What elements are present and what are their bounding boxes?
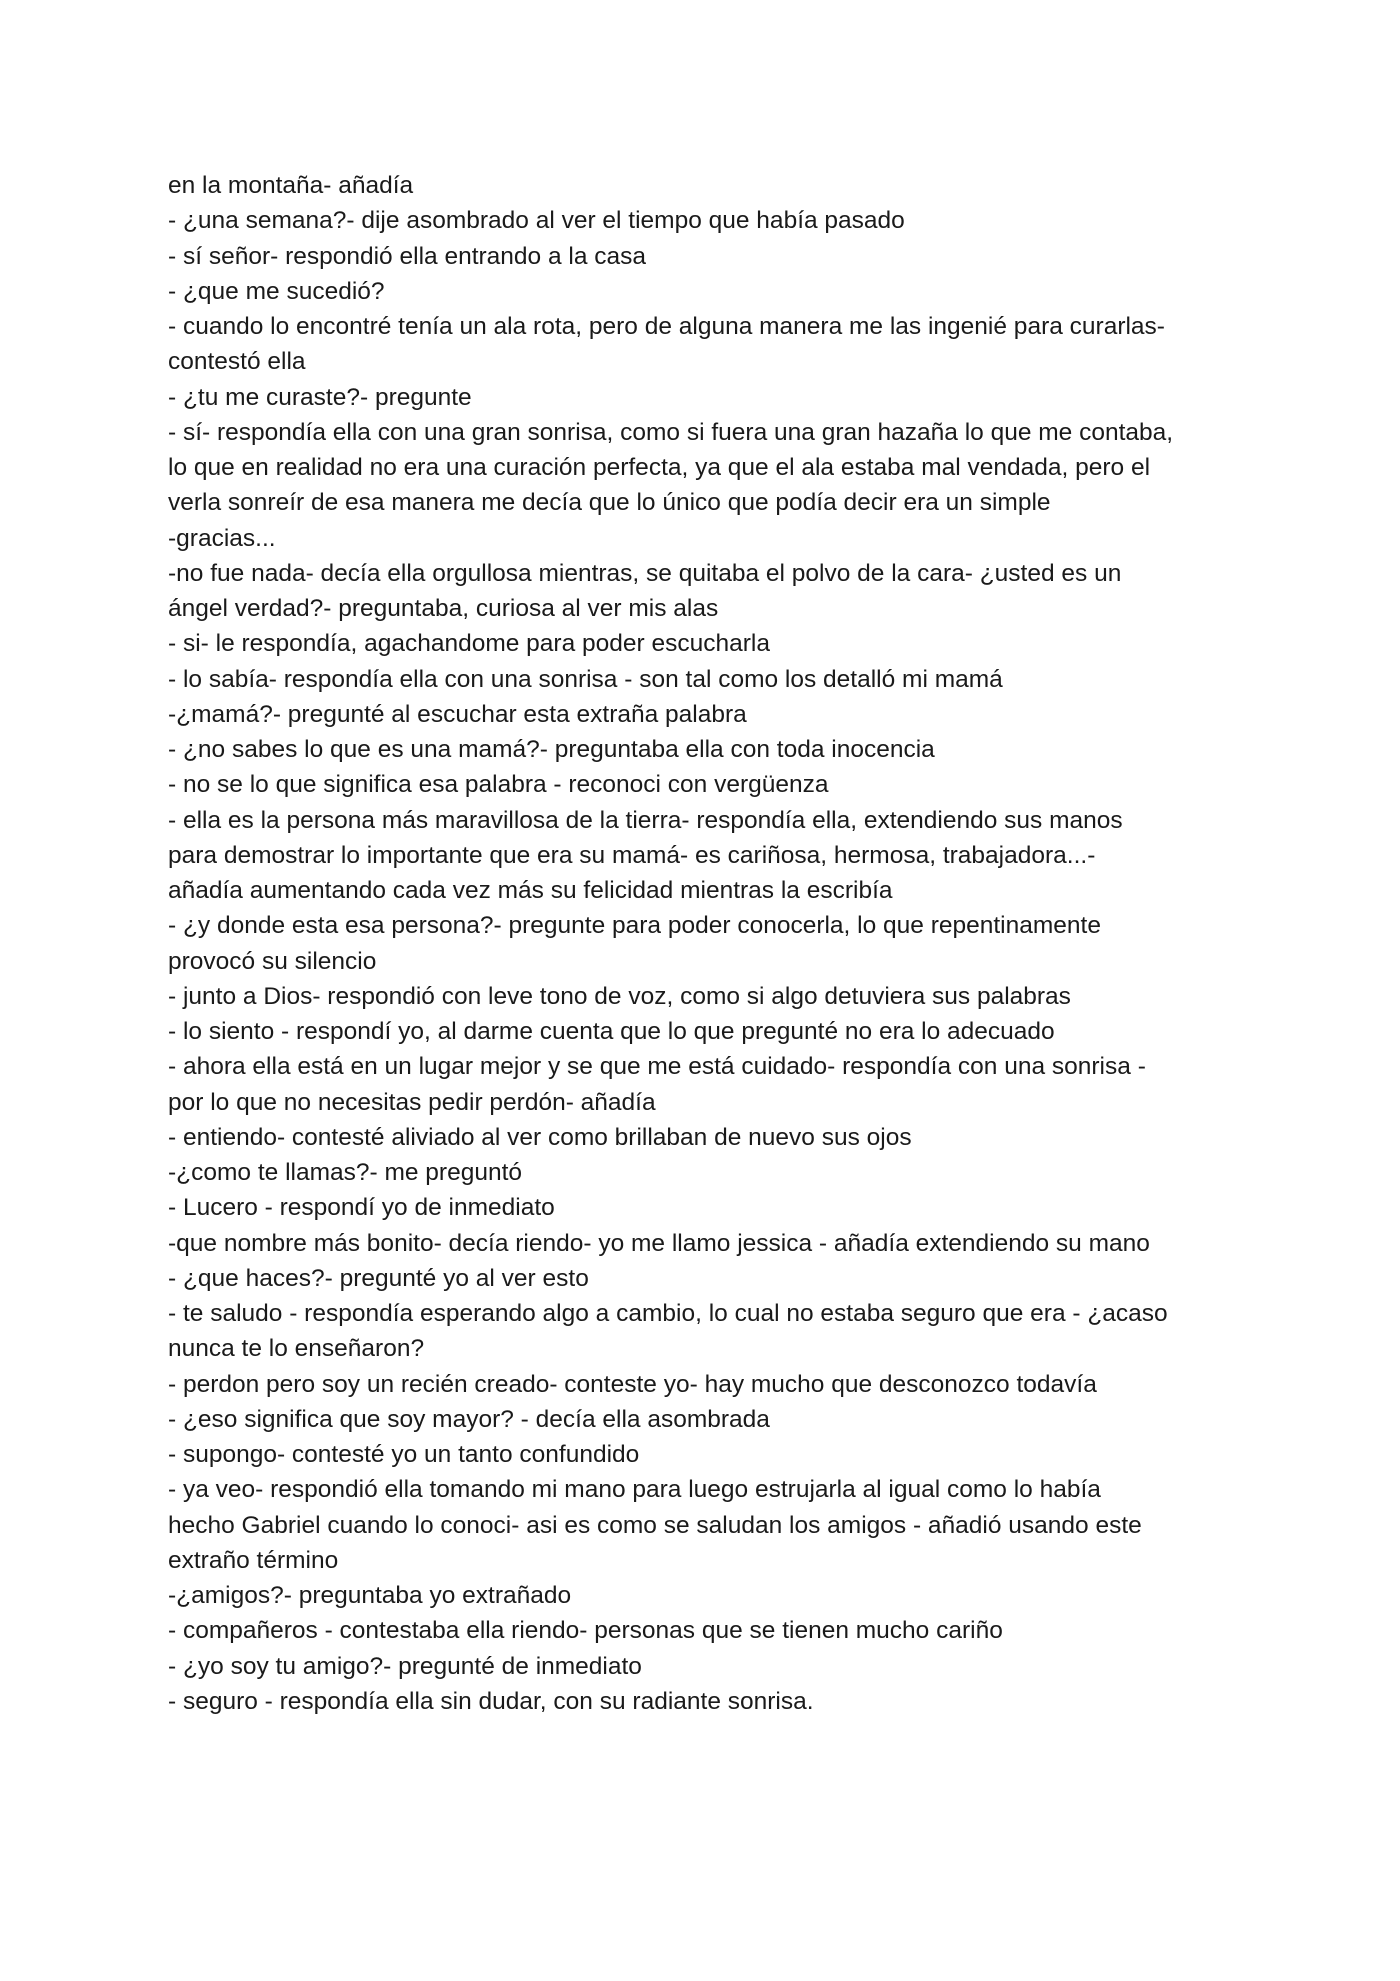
text-line: - lo siento - respondí yo, al darme cuenta que lo que pregunté no era lo adecuado (168, 1018, 1055, 1045)
text-line: - te saludo - respondía esperando algo a cambio, lo cual no estaba seguro que era - ¿acaso (168, 1300, 1168, 1327)
text-line: - junto a Dios- respondió con leve tono de voz, como si algo detuviera sus palabras (168, 982, 1071, 1010)
text-line: extraño término (168, 1546, 339, 1574)
text-line: - ¿no sabes lo que es una mamá?- preguntaba ella con toda inocencia (168, 736, 935, 763)
text-line: por lo que no necesitas pedir perdón- añadía (168, 1088, 656, 1116)
text-line: - no se lo que significa esa palabra - reconoci con vergüenza (168, 771, 829, 799)
text-line: lo que en realidad no era una curación perfecta, ya que el ala estaba mal vendada, pero el (168, 454, 1151, 481)
text-line: - ¿yo soy tu amigo?- pregunté de inmediato (168, 1652, 642, 1680)
text-line: en la montaña- añadía (168, 172, 414, 199)
text-line: - supongo- contesté yo un tanto confundido (168, 1441, 640, 1468)
text-line: - lo sabía- respondía ella con una sonrisa - son tal como los detalló mi mamá (168, 665, 1003, 693)
text-line: -¿mamá?- pregunté al escuchar esta extraña palabra (168, 700, 747, 728)
text-line: - seguro - respondía ella sin dudar, con su radiante sonrisa. (168, 1687, 814, 1715)
text-line: -¿amigos?- preguntaba yo extrañado (168, 1582, 572, 1609)
text-line: ángel verdad?- preguntaba, curiosa al ver mis alas (168, 595, 719, 622)
text-line: - ¿que me sucedió? (168, 277, 385, 305)
text-line: - ahora ella está en un lugar mejor y se que me está cuidado- respondía con una sonrisa - (168, 1053, 1146, 1081)
text-line: -gracias... (168, 524, 276, 552)
text-line: -no fue nada- decía ella orgullosa mientras, se quitaba el polvo de la cara- ¿usted es un (168, 559, 1122, 587)
text-line: provocó su silencio (168, 947, 377, 975)
text-line: -¿como te llamas?- me preguntó (168, 1159, 523, 1186)
text-line: nunca te lo enseñaron? (168, 1335, 425, 1363)
text-line: - ¿que haces?- pregunté yo al ver esto (168, 1264, 589, 1292)
text-line: - ¿una semana?- dije asombrado al ver el tiempo que había pasado (168, 207, 905, 235)
text-line: verla sonreír de esa manera me decía que lo único que podía decir era un simple (168, 489, 1051, 517)
text-line: - ¿y donde esta esa persona?- pregunte para poder conocerla, lo que repentinamente (168, 912, 1101, 940)
text-line: - sí señor- respondió ella entrando a la casa (168, 242, 647, 270)
text-line: añadía aumentando cada vez más su felicidad mientras la escribía (168, 877, 893, 904)
text-line: - ¿tu me curaste?- pregunte (168, 383, 472, 411)
text-line: - ya veo- respondió ella tomando mi mano para luego estrujarla al igual como lo había (168, 1476, 1101, 1504)
text-line: - compañeros - contestaba ella riendo- personas que se tienen mucho cariño (168, 1617, 1003, 1645)
text-line: - entiendo- contesté aliviado al ver como brillaban de nuevo sus ojos (168, 1123, 912, 1151)
text-line: -que nombre más bonito- decía riendo- yo me llamo jessica - añadía extendiendo su mano (168, 1229, 1150, 1257)
text-line: - ella es la persona más maravillosa de la tierra- respondía ella, extendiendo sus manos (168, 806, 1123, 834)
text-line: - Lucero - respondí yo de inmediato (168, 1194, 555, 1222)
document-body (168, 168, 1248, 1719)
text-line: - si- le respondía, agachandome para poder escucharla (168, 630, 770, 658)
text-line: - cuando lo encontré tenía un ala rota, pero de alguna manera me las ingenié para curarlas- (168, 313, 1165, 340)
text-line: - sí- respondía ella con una gran sonrisa, como si fuera una gran hazaña lo que me contaba, (168, 418, 1174, 446)
text-line: contestó ella (168, 348, 306, 376)
text-line: - ¿eso significa que soy mayor? - decía ella asombrada (168, 1405, 770, 1433)
text-line: - perdon pero soy un recién creado- conteste yo- hay mucho que desconozco todavía (168, 1370, 1097, 1398)
text-line: hecho Gabriel cuando lo conoci- asi es como se saludan los amigos - añadió usando este (168, 1511, 1142, 1539)
text-line: para demostrar lo importante que era su mamá- es cariñosa, hermosa, trabajadora...- (168, 841, 1096, 869)
